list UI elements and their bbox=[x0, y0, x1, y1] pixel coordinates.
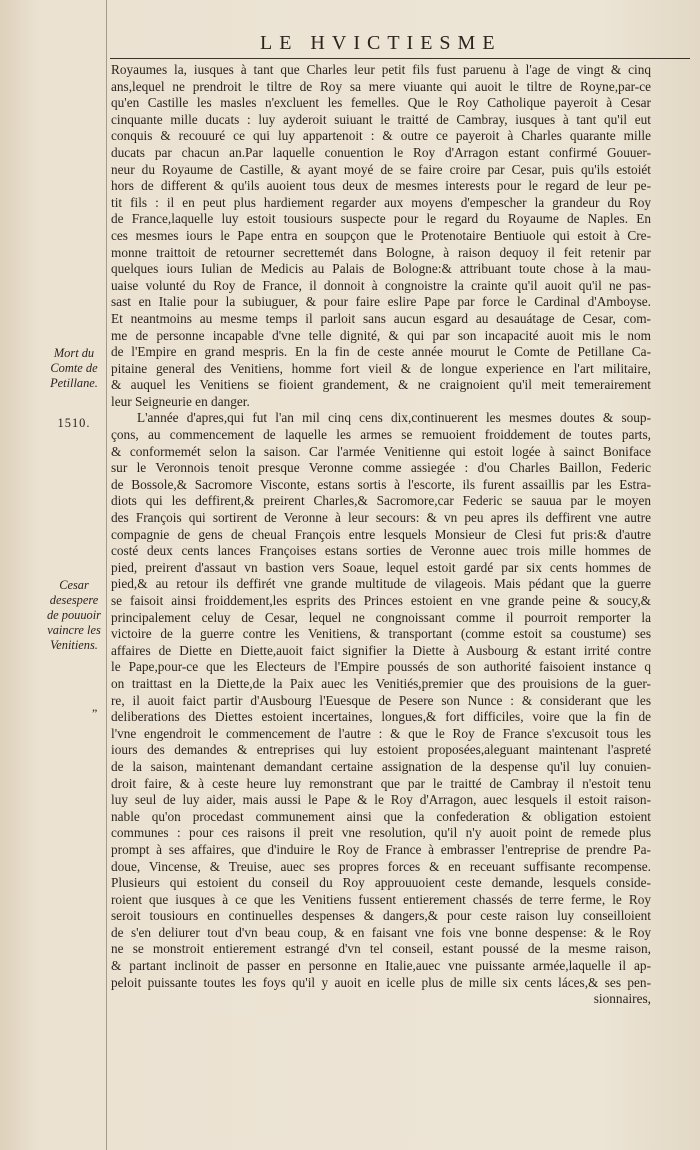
text-line: Royaumes la, iusques à tant que Charles leur petit fils fust paruenu à l'age de vingt & cinq bbox=[111, 62, 651, 77]
text-line: neur du Royaume de Castille, & ayant moyé de se faire croire par Cesar, puis qu'ils estoiét bbox=[111, 161, 651, 177]
text-line: costé deux cents lances Françoises estans sorties de Veronne auec trois mille hommes de bbox=[111, 543, 651, 559]
text-line: qu'en Castille les masles n'excluent les femelles. Que le Roy Catholique payeroit à Cesar bbox=[111, 95, 651, 111]
text-line: & conformemét selon la saison. Car l'armée Venitienne qui estoit logée à sainct Boniface bbox=[111, 443, 651, 459]
text-line: deliberations des Diettes estoient incertaines, longues,& fort difficiles, voire que la fin de bbox=[111, 709, 651, 725]
margin-note-line: Petillane. bbox=[50, 376, 98, 390]
text-line: uaise volunté du Roy de France, il donnoit à congnoistre la crainte qu'il auoit qu'il ne pas- bbox=[111, 277, 651, 293]
text-line: sur le Veronnois tenoit presque Veronne comme assiegée : d'ou Charles Baillon, Federic bbox=[111, 460, 651, 476]
text-line: me de personne incapable d'vne telle dignité, & qui par son incapacité auoit mis le nom bbox=[111, 327, 651, 343]
margin-note-line: de pouuoir bbox=[46, 608, 102, 622]
text-line: nable qu'on procedast communement ainsi que la confederation & obligation estoient bbox=[111, 808, 651, 824]
text-line: de l'Empire en grand mespris. En la fin de ceste année mourut le Comte de Petillane Ca- bbox=[111, 344, 651, 360]
text-line: monne traittoit de retourner secrettemét dans Bologne, à raison dequoy il feit retenir par bbox=[111, 244, 651, 260]
text-line: cinquante mille ducats : luy ayderoit suiuant le traitté de Cambray, iusques à tant qu'il eut bbox=[111, 111, 651, 127]
text-line: L'année d'apres,qui fut l'an mil cinq cens dix,continuerent les mesmes doutes & soup- bbox=[137, 410, 651, 426]
text-line: roient que iusques à ce que les Venitiens fussent entierement chassés de terre ferme, le Roy bbox=[111, 891, 651, 907]
text-line: tit fils : il en peut plus hardiement regarder aux moyens d'empescher la grandeur du Roy bbox=[111, 194, 651, 210]
text-line: iours des demandes & entreprises qui luy estoient proposées,aleguant maintenant l'aspreté bbox=[111, 742, 651, 758]
text-line: de la saison, maintenant demandant certaine assignation de la despense qu'il luy conuien- bbox=[111, 758, 651, 774]
text-line: pied, preirent d'assaut vn bastion vers Soaue, lequel estoit gardé par six cents hommes de bbox=[111, 559, 651, 575]
margin-note-line: Venitiens. bbox=[50, 638, 98, 652]
text-line: prompt à ses affaires, que d'induire le Roy de France à embrasser l'entreprise de prendre Pa- bbox=[111, 841, 651, 857]
margin-note-death-petillane bbox=[44, 346, 104, 391]
text-line: Plusieurs qui estoient du conseil du Roy approuuoient ceste demande, lesquels conside- bbox=[111, 875, 651, 891]
text-line: des François qui sortirent de Veronne à leur secours: & vn peu apres ils deffirent vne autre bbox=[111, 510, 651, 526]
text-line: l'vne engendroit le commencement de l'autre : & que le Roy de France s'excusoit tous les bbox=[111, 725, 651, 741]
text-line: communes : pour ces raisons il preit vne resolution, qu'il n'y auoit point de remede plus bbox=[111, 825, 651, 841]
margin-rule bbox=[106, 0, 107, 1150]
margin-note-line: 1510. bbox=[57, 416, 91, 430]
text-line: conquis & recouuré ce qui luy appartenoit : & outre ce payeroit à Charles quarante mille bbox=[111, 128, 651, 144]
margin-note-year bbox=[44, 416, 104, 431]
text-line: peloit puissante toutes les foys qu'il y auoit en icelle plus de mille six cents láces,& ses pen- bbox=[111, 974, 651, 990]
text-line: re, il auoit faict partir d'Ausbourg l'Euesque de Pesere son Nunce : & considerant que les bbox=[111, 692, 651, 708]
text-line: luy seul de luy aider, mais aussi le Pape & le Roy d'Arragon, auec lesquels il estoit raison- bbox=[111, 792, 651, 808]
margin-note-line: Cesar bbox=[59, 578, 89, 592]
text-line: seroit tousiours en continuelles despenses & dangers,& pour ceste raison luy conseilloient bbox=[111, 908, 651, 924]
text-line: & partant inclinoit de passer en personne en Italie,auec vne puissante armée,laquelle il ap- bbox=[111, 958, 651, 974]
margin-note-line: Mort du bbox=[53, 346, 95, 360]
text-line: se faisoit ainsi froiddement,les esprits des Princes estoient en vne grande peine & soucy,& bbox=[111, 593, 651, 608]
text-line: pitaine general des Venitiens, homme fort vieil & de longue experience en l'art militaire, bbox=[111, 360, 651, 376]
text-line: & auquel les Venitiens se fioient grandement, & ne craignoient qu'il meit temerairement bbox=[111, 377, 651, 393]
text-line: de s'en deliurer tout d'vn beau coup, & en faisant vne fois vne bonne despense: & le Roy bbox=[111, 924, 651, 940]
text-line: ans,lequel ne prendroit le tiltre de Roy sa mere viuante qui auoit le tiltre de Royne,par-ce bbox=[111, 78, 651, 94]
text-line: Et neantmoins au mesme temps il parloit sans aucun esgard au desauátage de Cesar, com- bbox=[111, 310, 651, 326]
text-line: ne se monstroit entierement estrangé d'vn tel conseil, estant poussé de la mesme raison, bbox=[111, 941, 651, 957]
catchword: sionnaires, bbox=[593, 991, 651, 1007]
text-line: ducats par chacun an.Par laquelle conuention le Roy d'Arragon estant confirmé Gouuer- bbox=[111, 144, 651, 160]
margin-note-line: vaincre les bbox=[47, 623, 101, 637]
text-line: diots qui les deffirent,& preirent Charles,& Sacromore,car Federic se sauua par le moyen bbox=[111, 493, 651, 509]
text-line: quelques iours Iulian de Medicis au Palais de Bologne:& attribuant toute chose à la mau- bbox=[111, 261, 651, 277]
page-header bbox=[110, 30, 690, 59]
text-line: hors de different & qu'ils auoient tous deux de mesmes interests pour le regard de leur pe- bbox=[111, 178, 651, 194]
text-line: affaires de Diette en Diette,auoit faict signifier la Diette à Ausbourg & estant irrité contre bbox=[111, 642, 651, 658]
text-line: principalement celuy de Cesar, lequel ne congnoissant comme il pourroit remporter la bbox=[111, 609, 651, 625]
text-line: de France,laquelle luy estoit tousiours suspecte pour le regard du Royaume de Naples. En bbox=[111, 211, 651, 227]
text-line: le Pape,pour-ce que les Electeurs de l'Empire poussés de son authorité faisoient instance q bbox=[111, 659, 651, 675]
text-line: compagnie de gens de cheual François entre lesquels Monsieur de Clesi fut pris:& d'autre bbox=[111, 526, 651, 542]
text-line: ces mesmes iours le Pape entra en soupçon que le Protenotaire Bentiuole qui estoit à Cre- bbox=[111, 227, 651, 243]
quotation-mark: ” bbox=[92, 706, 98, 720]
running-head: LE HVICTIESME bbox=[260, 32, 502, 54]
margin-note-line: desespere bbox=[49, 593, 99, 607]
text-line: pied,& au retour ils deffirét vne grande multitude de vilageois. Mais pédant que la guerre bbox=[111, 576, 651, 592]
text-line: sast en Italie pour la subiuguer, & pour faire eslire Pape par force le Cardinal d'Amboyse. bbox=[111, 294, 651, 310]
margin-note-cesar bbox=[44, 578, 104, 653]
text-line: de Bossole,& Sacromore Visconte, estans sortis à l'escorte, ils furent assaillis par les Estra- bbox=[111, 476, 651, 492]
margin-note-line: Comte de bbox=[50, 361, 98, 375]
text-line: çons, au commencement de laquelle les armes se remuoient froiddement de toutes parts, bbox=[111, 427, 651, 443]
text-line: leur Seigneurie en danger. bbox=[111, 393, 250, 409]
body-text bbox=[111, 62, 651, 1008]
text-line: doue, Vincense, & Treuise, auec ses propres forces & en receuant suffisante recompense. bbox=[111, 858, 651, 874]
text-line: victoire de la guerre contre les Venitiens, & transportant (comme estoit sa coustume) ses bbox=[111, 626, 651, 642]
text-line: on traittast en la Diette,de la Paix auec les Venitiés,premier que des prouisions de la guer- bbox=[111, 675, 651, 691]
text-line: droit faire, & à ceste heure luy remonstrant que par le traitté de Cambray il n'estoit tenu bbox=[111, 775, 651, 791]
